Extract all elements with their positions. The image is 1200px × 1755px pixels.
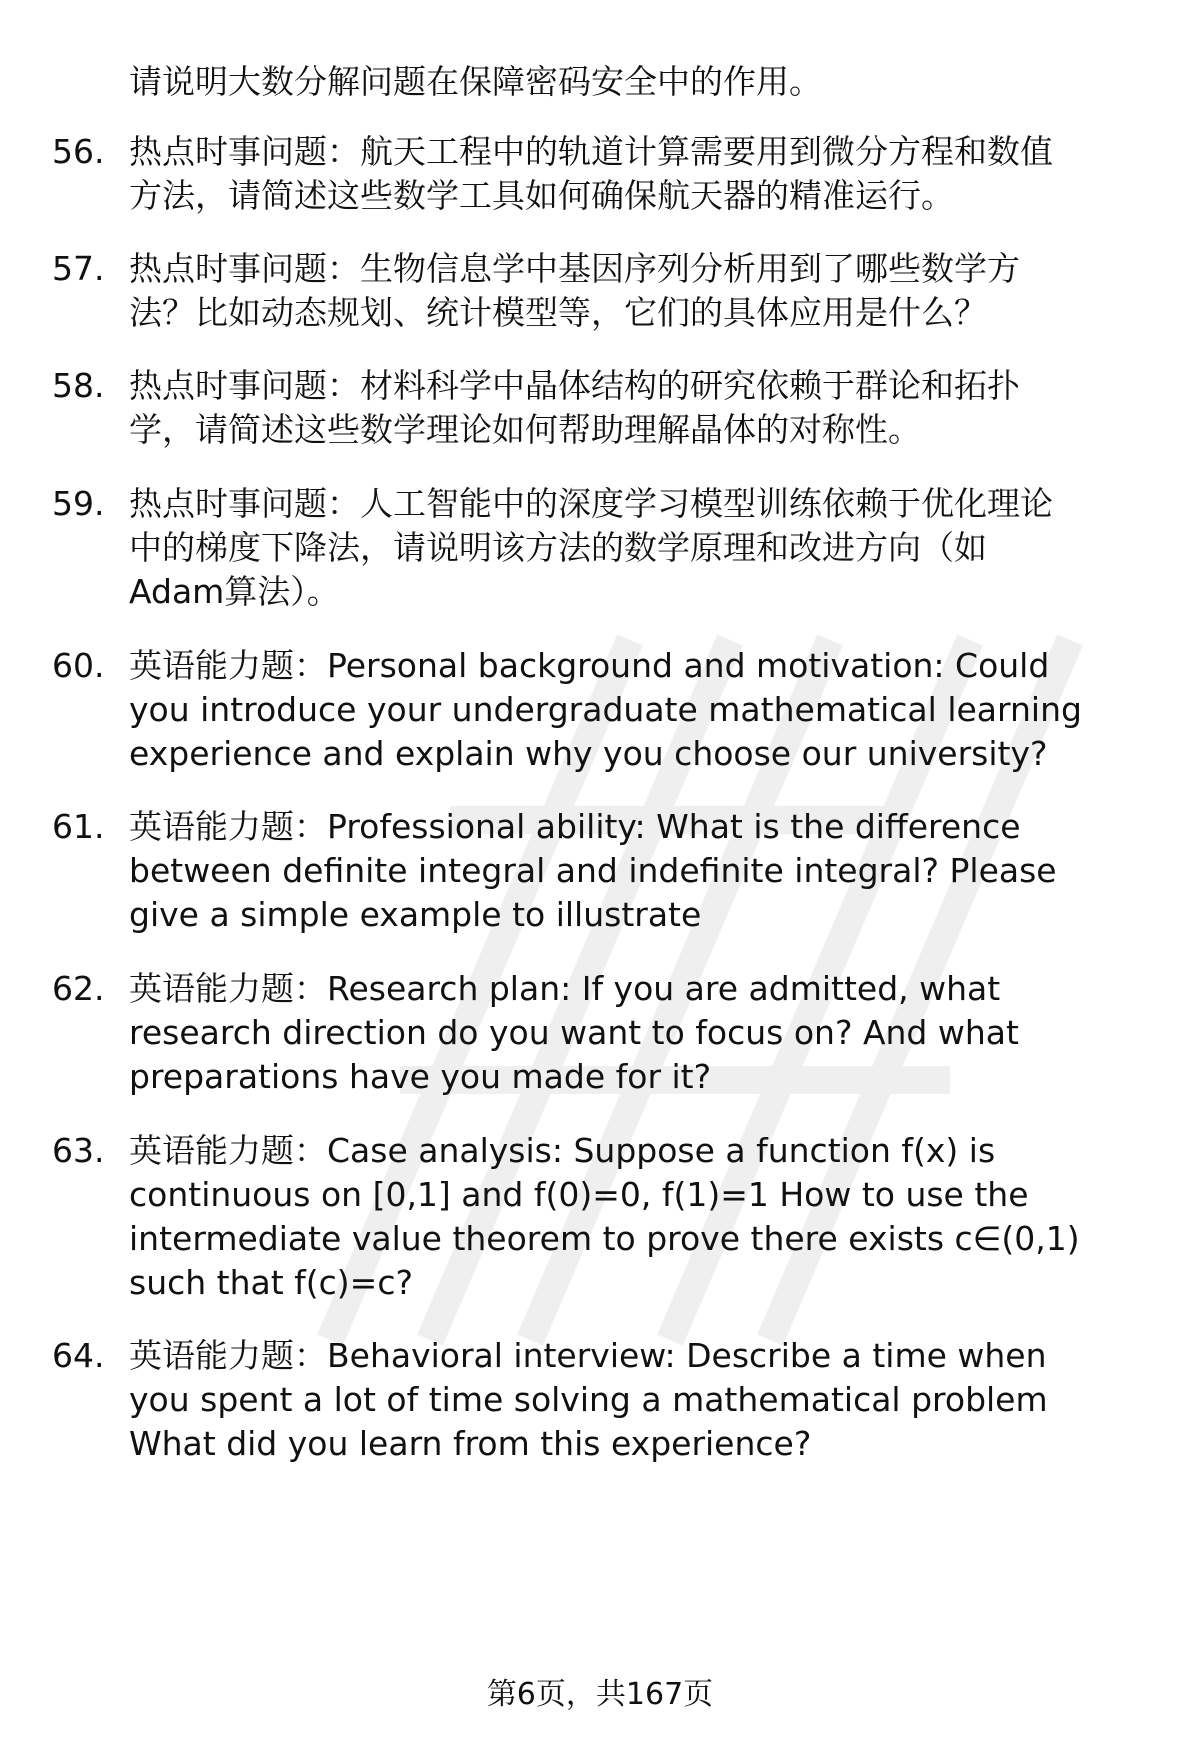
question-text-line: continuous on [0,1] and f(0)=0, f(1)=1 How to use the	[129, 1175, 1029, 1214]
question-text-line: 英语能力题：Behavioral interview: Describe a time when	[129, 1336, 1047, 1375]
question-text-line: Adam算法）。	[129, 572, 340, 611]
question-text-line: 英语能力题：Personal background and motivation: Could	[129, 646, 1050, 685]
question-text-line: 英语能力题：Professional ability: What is the difference	[129, 807, 1021, 846]
question-text-line: between definite integral and indefinite integral? Please	[129, 851, 1057, 890]
question-text-line: 中的梯度下降法，请说明该方法的数学原理和改进方向（如	[129, 528, 987, 567]
question-text-line: intermediate value theorem to prove there exists c∈(0,1)	[129, 1219, 1080, 1258]
question-text-line: experience and explain why you choose our university?	[129, 734, 1048, 773]
question-text-line: give a simple example to illustrate	[129, 895, 702, 934]
question-55-continuation: 请说明大数分解问题在保障密码安全中的作用。	[129, 62, 822, 101]
question-text-line: 学，请简述这些数学理论如何帮助理解晶体的对称性。	[129, 410, 921, 449]
question-text-line: preparations have you made for it?	[129, 1057, 712, 1096]
question-text-line: 法？比如动态规划、统计模型等，它们的具体应用是什么？	[129, 293, 987, 332]
question-text-line: 热点时事问题：航天工程中的轨道计算需要用到微分方程和数值	[129, 132, 1053, 171]
page-number-footer: 第6页，共167页	[486, 1677, 714, 1712]
question-text-line: What did you learn from this experience?	[129, 1424, 812, 1463]
question-text-line: such that f(c)=c?	[129, 1263, 413, 1302]
question-number: 61.	[52, 807, 105, 846]
question-number: 63.	[52, 1131, 105, 1170]
question-number: 62.	[52, 969, 105, 1008]
question-text-line: 热点时事问题：生物信息学中基因序列分析用到了哪些数学方	[129, 249, 1020, 288]
question-text-line: research direction do you want to focus on? And what	[129, 1013, 1019, 1052]
question-text-line: you spent a lot of time solving a mathematical problem	[129, 1380, 1048, 1419]
question-number: 64.	[52, 1336, 105, 1375]
question-number: 56.	[52, 132, 105, 171]
question-number: 58.	[52, 366, 105, 405]
question-text-line: 英语能力题：Case analysis: Suppose a function f(x) is	[129, 1131, 996, 1170]
question-number: 59.	[52, 484, 105, 523]
question-text-line: 方法，请简述这些数学工具如何确保航天器的精准运行。	[129, 176, 954, 215]
question-number: 60.	[52, 646, 105, 685]
question-text-line: 热点时事问题：人工智能中的深度学习模型训练依赖于优化理论	[129, 484, 1053, 523]
question-text-line: 英语能力题：Research plan: If you are admitted, what	[129, 969, 1001, 1008]
question-number: 57.	[52, 249, 105, 288]
question-text-line: you introduce your undergraduate mathematical learning	[129, 690, 1082, 729]
question-text-line: 热点时事问题：材料科学中晶体结构的研究依赖于群论和拓扑	[129, 366, 1020, 405]
